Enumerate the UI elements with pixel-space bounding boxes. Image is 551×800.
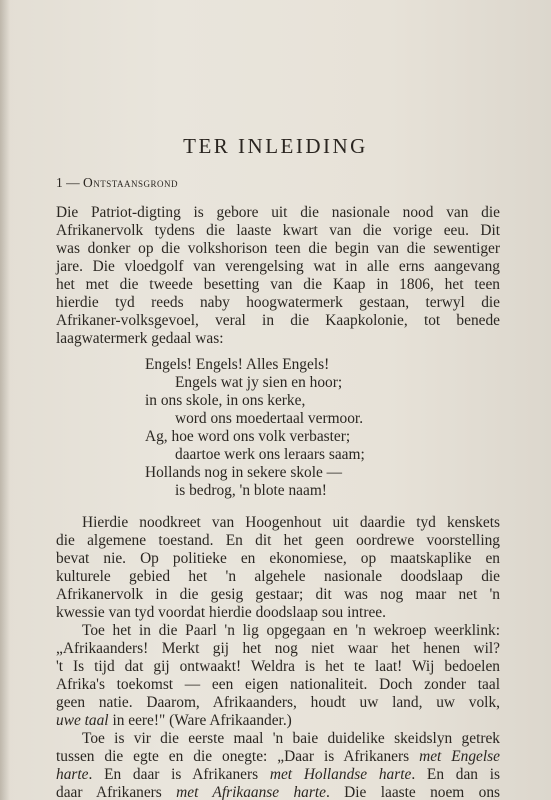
section-number: 1 — [56,175,83,190]
verse-line: Ag, hoe word ons volk verbaster; [145,428,351,445]
page-title: TER INLEIDING [183,134,368,158]
paragraph-line: Afrikaner-volksgevoel, veral in die Kaapkolonie, tot benede [56,312,500,329]
italic-text: harte [56,766,89,783]
text-span: . Die laaste noem ons [325,784,501,800]
text-span: . En dan is [411,766,500,783]
paragraph-line: was donker op die volkshorison teen die begin van die sewentiger [56,240,500,257]
text-span: . En daar is Afrikaners [88,766,270,783]
page-fold-shadow [0,0,10,800]
italic-text: uwe taal [56,712,109,729]
paragraph-line: Hierdie noodkreet van Hoogenhout uit daardie tyd kenskets [82,514,500,531]
paragraph-line: hierdie tyd reeds naby hoogwatermerk gestaan, terwyl die [56,294,500,311]
verse-line: Engels! Engels! Alles Engels! [145,356,330,373]
verse-line: in ons skole, in ons kerke, [145,392,306,409]
paragraph-line [56,712,500,730]
paragraph-line [56,766,500,784]
verse-line: is bedrog, 'n blote naam! [175,482,327,499]
paragraph-line: het met die tweede besetting van die Kaap in 1806, het teen [56,276,500,293]
paragraph-line: kwessie van tyd voordat hierdie doodslaap sou intree. [56,604,386,621]
paragraph-line: Afrika's toekomst — een eigen nationaliteit. Doch zonder taal [56,676,500,693]
section-heading [56,175,178,191]
text-span: daar Afrikaners [56,784,177,800]
paragraph-line [56,784,500,800]
paragraph-line [56,748,500,766]
text-span: tussen die egte en die onegte: „Daar is Afrikaners [56,748,420,765]
verse-line: daartoe werk ons leraars saam; [175,446,365,463]
paragraph-line: kulturele gebied het 'n algehele nasionale doodslaap die [56,568,500,585]
verse-line: Engels wat jy sien en hoor; [175,374,343,391]
paragraph-line: Toe is vir die eerste maal 'n baie duidelike skeidslyn getrek [82,730,500,747]
paragraph-line: Afrikanervolk tydens die laaste kwart van die vorige eeu. Dit [56,222,500,239]
paragraph-line: 't Is tijd dat gij ontwaakt! Weldra is het te laat! Wij bedoelen [56,658,500,675]
paragraph-line: „Afrikaanders! Merkt gij het nog niet waar het henen wil? [56,640,500,657]
paragraph-line: Toe het in die Paarl 'n lig opgegaan en 'n wekroep weerklink: [82,622,500,639]
italic-text: met Engelse [419,748,500,765]
paragraph-line: jare. Die vloedgolf van verengelsing wat in alle erns aangevang [56,258,500,275]
paragraph-line: Afrikanervolk in die gesig gestaar; dit was nog maar net 'n [56,586,500,603]
paragraph-line: Die Patriot-digting is gebore uit die nasionale nood van die [56,204,500,221]
italic-text: met Hollandse harte [269,766,412,783]
text-span: in eere!" (Ware Afrikaander.) [108,712,292,729]
verse-line: word ons moedertaal vermoor. [175,410,364,427]
paragraph-line: laagwatermerk gedaal was: [56,330,224,347]
italic-text: met Afrikaanse harte [176,784,326,800]
paragraph-line: bevat nie. Op politieke en ekonomiese, op maatskaplike en [56,550,500,567]
paragraph-line: geen natie. Daarom, Afrikaanders, houdt uw land, uw volk, [56,694,500,711]
verse-line: Hollands nog in sekere skole — [145,464,343,481]
paragraph-line: die algemene toestand. En dit het geen oordrewe voorstelling [56,532,500,549]
section-title: Ontstaansgrond [83,175,179,190]
